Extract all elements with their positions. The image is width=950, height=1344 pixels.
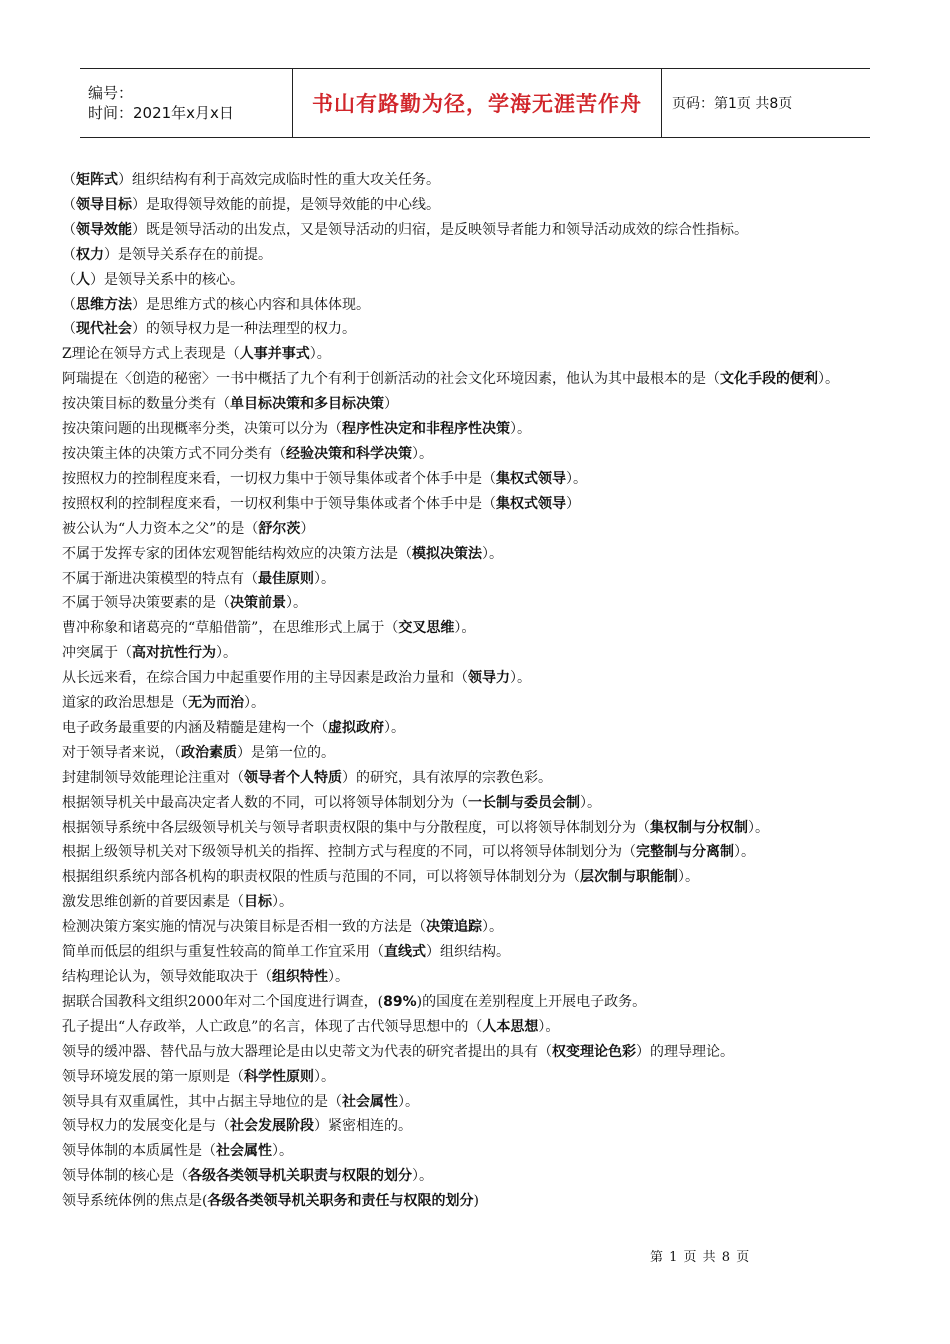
question-text: 封建制领导效能理论注重对（ xyxy=(62,769,244,786)
question-text-end: ）。 xyxy=(818,371,839,388)
question-line xyxy=(62,492,892,517)
question-text-end: ）的研究，具有浓厚的宗教色彩。 xyxy=(342,769,552,786)
question-text: 阿瑞提在〈创造的秘密〉一书中概括了九个有利于创新活动的社会文化环境因素，他认为其中最根本的是（ xyxy=(62,371,720,388)
question-line xyxy=(62,1015,892,1040)
question-line xyxy=(62,940,892,965)
question-line xyxy=(62,766,892,791)
question-line xyxy=(62,517,892,542)
question-text-end: ）。 xyxy=(272,1143,293,1160)
question-text: 从长远来看，在综合国力中起重要作用的主导因素是政治力量和（ xyxy=(62,670,468,687)
question-text: 按照权利的控制程度来看，一切权利集中于领导集体或者个体手中是（ xyxy=(62,495,496,512)
question-line xyxy=(62,542,892,567)
answer-text: 程序性决定和非程序性决策 xyxy=(342,421,510,438)
question-text: 对于领导者来说，（ xyxy=(62,744,181,761)
question-text-end: ）的理导理论。 xyxy=(636,1043,734,1060)
question-line xyxy=(62,168,892,193)
question-text: 领导体制的本质属性是（ xyxy=(62,1143,216,1160)
answer-text: 一长制与委员会制 xyxy=(468,794,580,811)
question-text: 被公认为“人力资本之父”的是（ xyxy=(62,520,259,537)
question-line xyxy=(62,1090,892,1115)
answer-text: 集权式领导 xyxy=(496,470,566,487)
header-page-cell xyxy=(662,69,870,137)
question-text: （ xyxy=(62,271,76,288)
question-line xyxy=(62,317,892,342)
question-text: 按决策问题的出现概率分类，决策可以分为（ xyxy=(62,421,342,438)
question-line xyxy=(62,791,892,816)
question-line xyxy=(62,467,892,492)
answer-text: 模拟决策法 xyxy=(412,545,482,562)
answer-text: 决策前景 xyxy=(230,595,286,612)
page-footer: 第 1 页 共 8 页 xyxy=(650,1250,751,1265)
answer-text: 人 xyxy=(76,271,90,288)
answer-text: 权力 xyxy=(76,246,104,263)
page-info: 页码：第1页 共8页 xyxy=(672,96,793,112)
question-text: （ xyxy=(62,296,76,313)
question-line xyxy=(62,1040,892,1065)
answer-text: 经验决策和科学决策 xyxy=(286,445,412,462)
question-text: （ xyxy=(62,246,76,263)
question-text-end: ）。 xyxy=(314,1068,335,1085)
question-line xyxy=(62,741,892,766)
answer-text: 思维方法 xyxy=(76,296,132,313)
question-text: 根据领导机关中最高决定者人数的不同，可以将领导体制划分为（ xyxy=(62,794,468,811)
question-text: 按决策主体的决策方式不同分类有（ xyxy=(62,445,286,462)
question-line xyxy=(62,816,892,841)
question-text-end: ）。 xyxy=(734,844,755,861)
question-text-end: ) xyxy=(473,1193,479,1210)
question-text: （ xyxy=(62,221,76,238)
answer-text: 89% xyxy=(383,993,417,1010)
question-text: （ xyxy=(62,196,76,213)
answer-text: 各级各类领导机关职责与权限的划分 xyxy=(188,1168,412,1185)
question-text-end: ）。 xyxy=(510,670,531,687)
question-text: 检测决策方案实施的情况与决策目标是否相一致的方法是（ xyxy=(62,919,426,936)
answer-text: 单目标决策和多目标决策 xyxy=(230,396,384,413)
answer-text: 政治素质 xyxy=(181,744,237,761)
question-text: 结构理论认为，领导效能取决于（ xyxy=(62,969,272,985)
question-text-end: ） xyxy=(384,396,398,413)
question-text-end: ）。 xyxy=(412,1168,433,1185)
question-text-end: ）。 xyxy=(748,819,769,836)
question-text: 领导体制的核心是（ xyxy=(62,1168,188,1185)
answer-text: 决策追踪 xyxy=(426,919,482,936)
question-line xyxy=(62,641,892,666)
answer-text: 集权制与分权制 xyxy=(650,819,748,836)
question-line xyxy=(62,567,892,592)
question-text: 孔子提出“人存政举，人亡政息”的名言，体现了古代领导思想中的（ xyxy=(62,1018,483,1035)
question-text-end: ）。 xyxy=(309,346,331,363)
question-line xyxy=(62,990,892,1015)
question-line xyxy=(62,268,892,293)
answer-text: 层次制与职能制 xyxy=(580,869,678,886)
question-line xyxy=(62,243,892,268)
question-text: （ xyxy=(62,321,76,338)
header-motto-cell xyxy=(293,69,662,137)
answer-text: 领导目标 xyxy=(76,196,132,213)
question-text-end: ）。 xyxy=(314,570,335,587)
document-header xyxy=(80,68,870,138)
question-text-end: ）。 xyxy=(580,794,601,811)
answer-text: 社会属性 xyxy=(342,1093,398,1110)
answer-text: 最佳原则 xyxy=(258,570,314,587)
question-text: 电子政务最重要的内涵及精髓是建构一个（ xyxy=(62,719,328,736)
question-line xyxy=(62,716,892,741)
question-text-end: ）。 xyxy=(272,894,293,911)
question-text-end: ）是领导关系中的核心。 xyxy=(90,271,244,288)
motto: 书山有路勤为径，学海无涯苦作舟 xyxy=(312,92,642,116)
question-text: 激发思维创新的首要因素是（ xyxy=(62,894,244,911)
question-text-end: ）是领导关系存在的前提。 xyxy=(104,246,272,263)
question-text: 曹冲称象和诸葛亮的“草船借箭”，在思维形式上属于（ xyxy=(62,620,399,637)
question-text-end: ）。 xyxy=(244,695,265,712)
answer-text: 虚拟政府 xyxy=(328,719,384,736)
question-line xyxy=(62,442,892,467)
question-line xyxy=(62,840,892,865)
question-text-end: ） xyxy=(566,495,580,512)
question-text: 领导权力的发展变化是与（ xyxy=(62,1118,230,1135)
question-text-end: ）。 xyxy=(566,470,587,487)
answer-text: 交叉思维 xyxy=(398,620,455,637)
question-line xyxy=(62,392,892,417)
question-line xyxy=(62,1164,892,1189)
question-line xyxy=(62,616,892,641)
question-text: 不属于渐进决策模型的特点有（ xyxy=(62,570,258,587)
time-label: 时间：2021年x月x日 xyxy=(88,104,234,122)
question-text: 按决策目标的数量分类有（ xyxy=(62,396,230,413)
question-text: 领导系统体例的焦点是( xyxy=(62,1193,208,1210)
question-line xyxy=(62,1114,892,1139)
question-text-end: ）的领导权力是一种法理型的权力。 xyxy=(132,321,356,338)
question-list xyxy=(62,168,892,1214)
question-text: 冲突属于（ xyxy=(62,645,132,662)
question-line xyxy=(62,666,892,691)
question-line xyxy=(62,1065,892,1090)
question-text-end: ）是取得领导效能的前提，是领导效能的中心线。 xyxy=(132,196,440,213)
answer-text: 权变理论色彩 xyxy=(552,1043,636,1060)
question-text-end: ） xyxy=(300,520,315,537)
question-text: 简单而低层的组织与重复性较高的简单工作宜采用（ xyxy=(62,944,384,961)
question-text: 根据领导系统中各层级领导机关与领导者职责权限的集中与分散程度，可以将领导体制划分为（ xyxy=(62,819,650,836)
question-text: 道家的政治思想是（ xyxy=(62,695,188,712)
question-text-end: ）。 xyxy=(398,1093,419,1110)
question-text-end: ）。 xyxy=(412,445,433,462)
answer-text: 舒尔茨 xyxy=(258,520,301,537)
question-text: 不属于发挥专家的团体宏观智能结构效应的决策方法是（ xyxy=(62,545,412,562)
answer-text: 矩阵式 xyxy=(76,172,118,188)
answer-text: 领导力 xyxy=(468,670,510,687)
answer-text: 现代社会 xyxy=(76,321,132,338)
question-line xyxy=(62,915,892,940)
answer-text: 人本思想 xyxy=(482,1018,539,1035)
question-line xyxy=(62,293,892,318)
question-text: （ xyxy=(62,172,76,188)
answer-text: 直线式 xyxy=(384,944,426,961)
question-text-end: ）。 xyxy=(328,969,349,985)
question-text-end: ）。 xyxy=(384,719,405,736)
question-text-end: ）。 xyxy=(510,421,531,438)
question-line xyxy=(62,591,892,616)
question-text: 根据组织系统内部各机构的职责权限的性质与范围的不同，可以将领导体制划分为（ xyxy=(62,869,580,886)
question-text: 据联合国教科文组织2000年对二个国度进行调查，( xyxy=(62,993,384,1010)
answer-text: 领导效能 xyxy=(76,221,132,238)
question-text: 领导的缓冲器、替代品与放大器理论是由以史蒂文为代表的研究者提出的具有（ xyxy=(62,1043,552,1060)
question-text: 不属于领导决策要素的是（ xyxy=(62,595,230,612)
question-text-end: ）。 xyxy=(286,595,307,612)
question-text-end: ）。 xyxy=(454,620,476,637)
question-text-end: )的国度在差别程度上开展电子政务。 xyxy=(416,993,647,1010)
question-text: Z理论在领导方式上表现是（ xyxy=(62,346,240,363)
question-line xyxy=(62,865,892,890)
question-text-end: ）既是领导活动的出发点，又是领导活动的归宿，是反映领导者能力和领导活动成效的综合性指标。 xyxy=(132,221,748,238)
question-text-end: ）紧密相连的。 xyxy=(314,1118,412,1135)
answer-text: 高对抗性行为 xyxy=(132,645,216,662)
question-text-end: ）。 xyxy=(482,545,503,562)
question-line xyxy=(62,218,892,243)
question-text-end: ）。 xyxy=(482,919,503,936)
answer-text: 组织特性 xyxy=(272,969,328,985)
question-line xyxy=(62,1189,892,1214)
answer-text: 目标 xyxy=(244,894,272,911)
question-text: 按照权力的控制程度来看，一切权力集中于领导集体或者个体手中是（ xyxy=(62,470,496,487)
question-line xyxy=(62,1139,892,1164)
answer-text: 科学性原则 xyxy=(244,1068,314,1085)
question-line xyxy=(62,691,892,716)
answer-text: 完整制与分离制 xyxy=(636,844,734,861)
answer-text: 集权式领导 xyxy=(496,495,566,512)
question-text-end: ）组织结构有利于高效完成临时性的重大攻关任务。 xyxy=(118,172,440,188)
question-text-end: ）。 xyxy=(538,1018,560,1035)
question-line xyxy=(62,367,892,392)
question-text: 领导具有双重属性，其中占据主导地位的是（ xyxy=(62,1093,342,1110)
answer-text: 人事并事式 xyxy=(239,346,310,363)
question-text-end: ）。 xyxy=(216,645,237,662)
question-line xyxy=(62,965,892,990)
question-line xyxy=(62,342,892,367)
question-text: 根据上级领导机关对下级领导机关的指挥、控制方式与程度的不同，可以将领导体制划分为（ xyxy=(62,844,636,861)
header-meta xyxy=(80,69,293,137)
question-text-end: ）是第一位的。 xyxy=(237,744,335,761)
number-label: 编号： xyxy=(88,84,134,102)
question-line xyxy=(62,417,892,442)
question-text-end: ）组织结构。 xyxy=(426,944,510,961)
question-line xyxy=(62,890,892,915)
answer-text: 文化手段的便利 xyxy=(720,371,818,388)
question-text-end: ）是思维方式的核心内容和具体体现。 xyxy=(132,296,370,313)
answer-text: 无为而治 xyxy=(188,695,244,712)
answer-text: 领导者个人特质 xyxy=(244,769,342,786)
question-text: 领导环境发展的第一原则是（ xyxy=(62,1068,244,1085)
answer-text: 各级各类领导机关职务和责任与权限的划分 xyxy=(207,1193,474,1210)
answer-text: 社会发展阶段 xyxy=(230,1118,314,1135)
question-line xyxy=(62,193,892,218)
question-text-end: ）。 xyxy=(678,869,699,886)
answer-text: 社会属性 xyxy=(216,1143,272,1160)
